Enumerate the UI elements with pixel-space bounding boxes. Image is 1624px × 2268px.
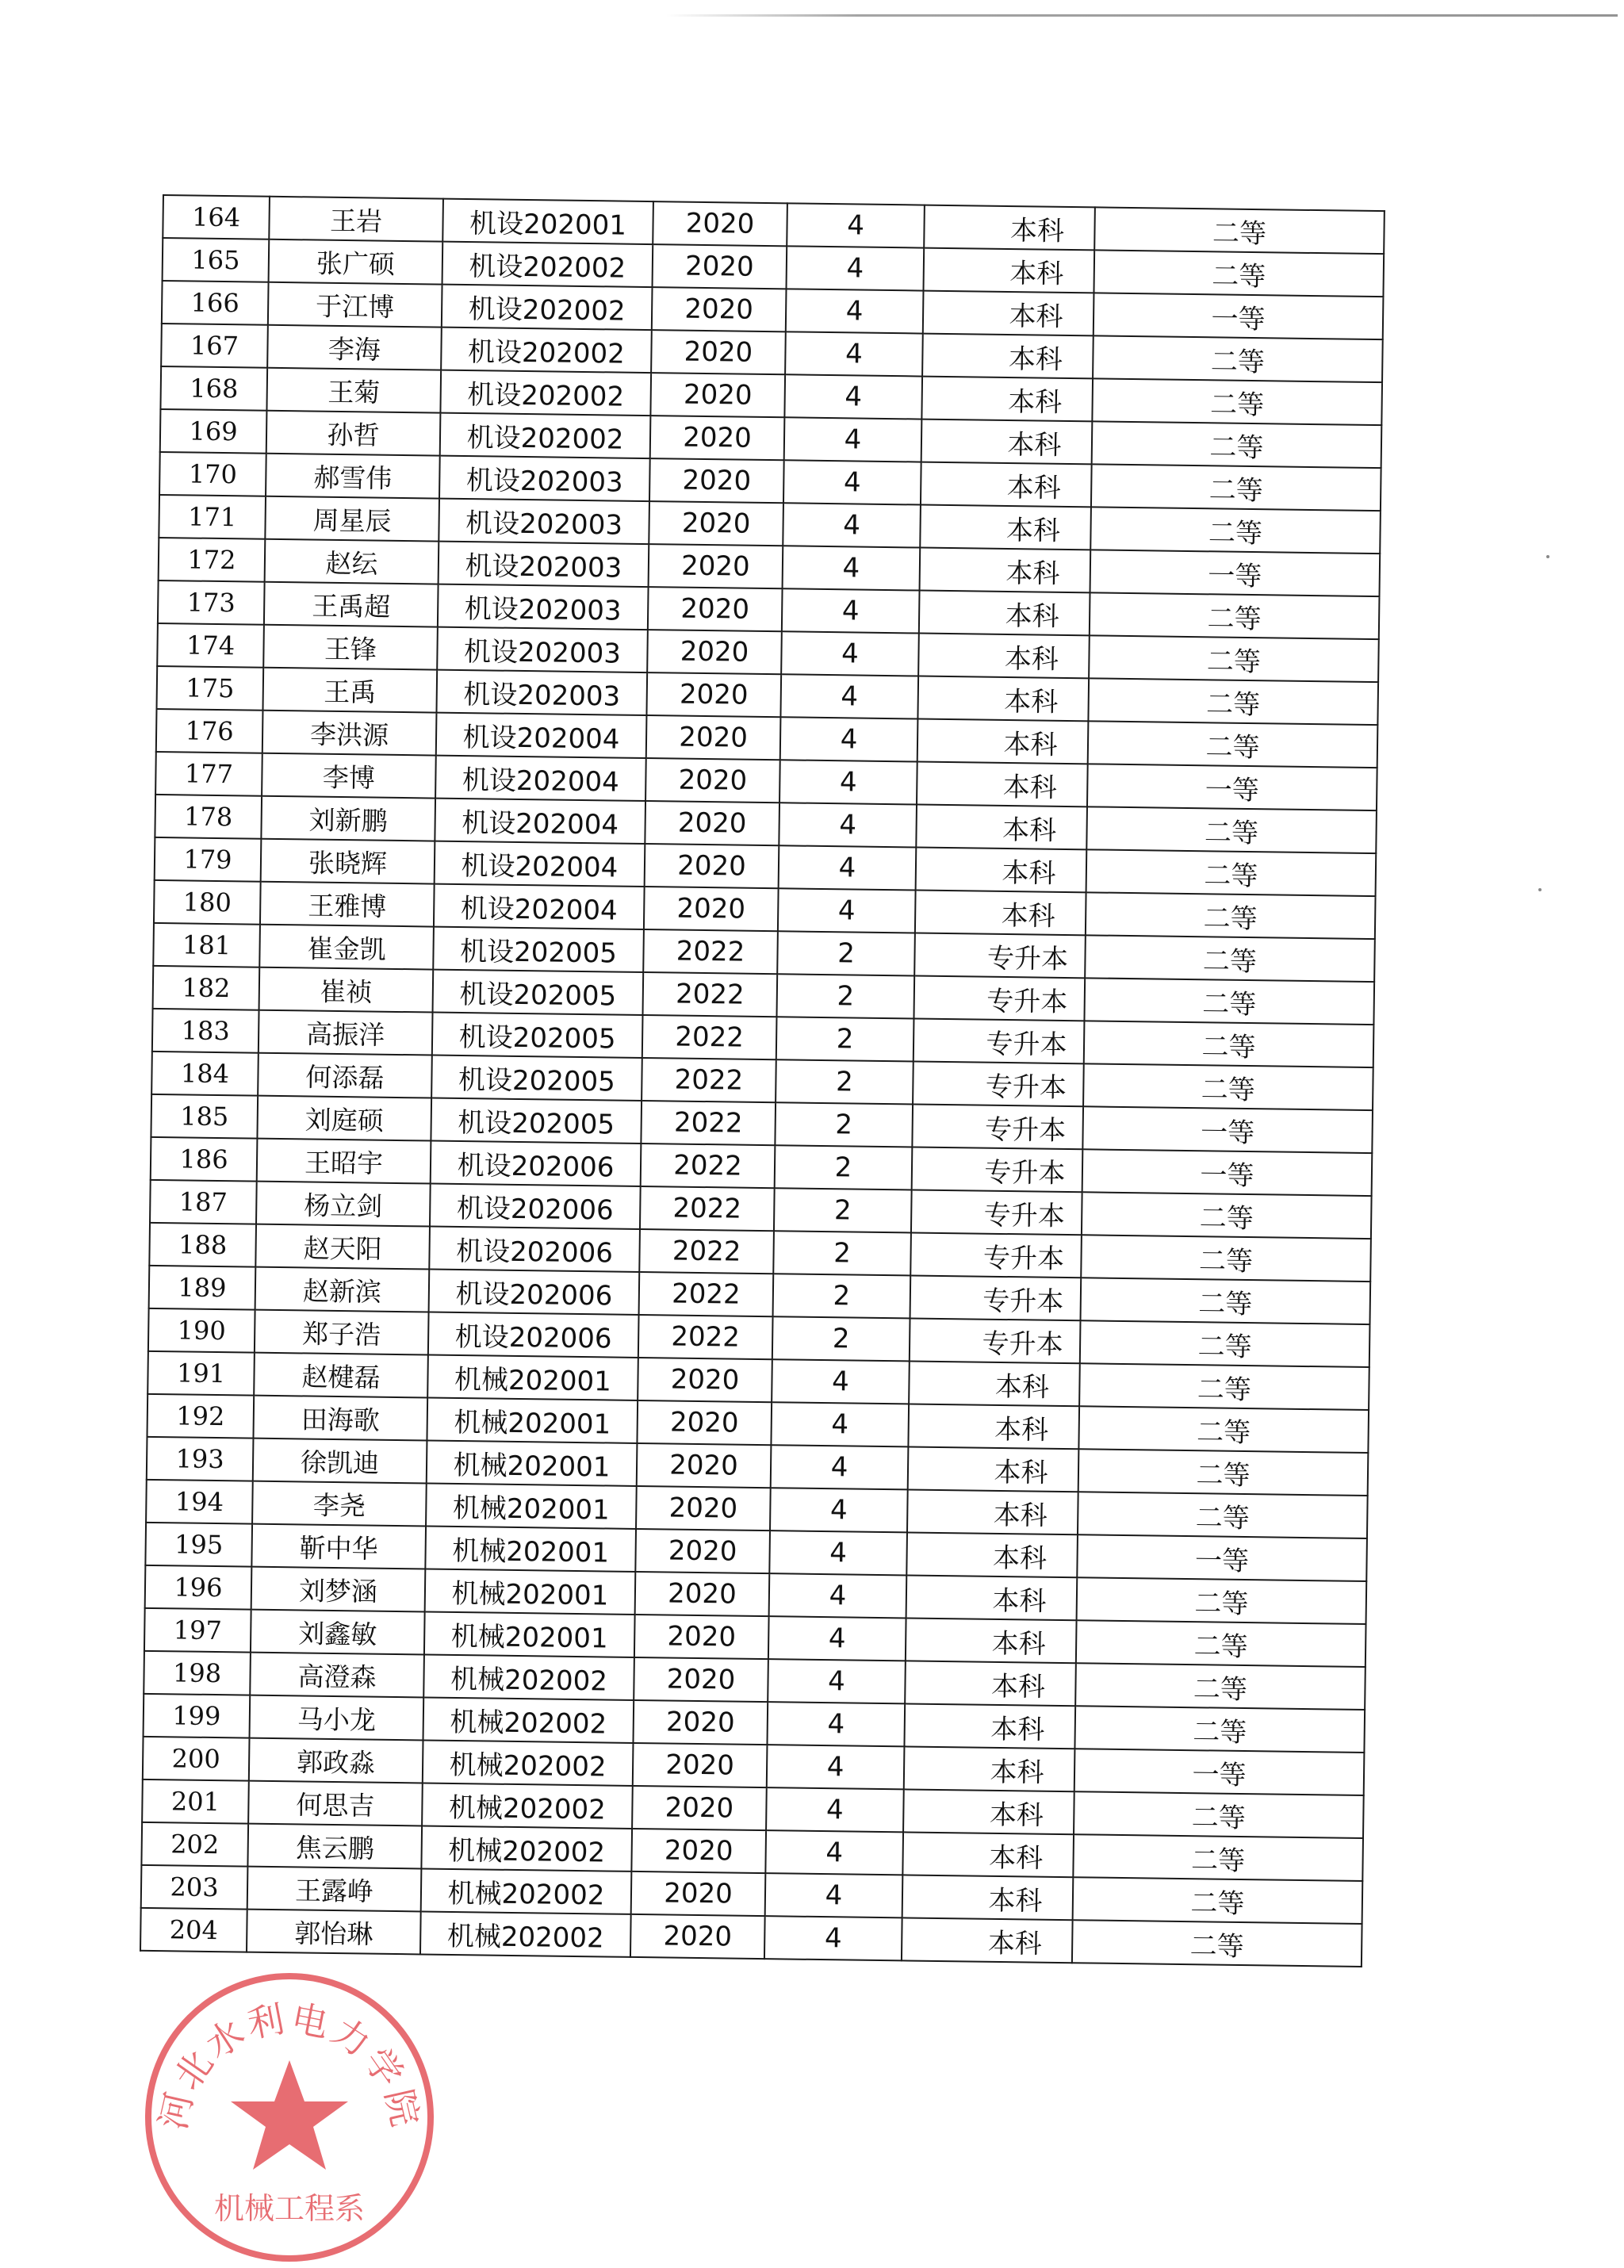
cell-number: 179 xyxy=(155,837,262,882)
cell-level: 本科 xyxy=(904,1703,1075,1749)
cell-level: 本科 xyxy=(906,1575,1078,1620)
cell-level: 专升本 xyxy=(910,1232,1082,1278)
cell-year: 2020 xyxy=(652,287,787,331)
cell-year: 2022 xyxy=(640,1186,775,1231)
cell-year: 2020 xyxy=(630,1914,765,1959)
cell-level: 专升本 xyxy=(914,933,1086,979)
cell-duration: 4 xyxy=(765,1830,903,1875)
cell-number: 176 xyxy=(156,709,263,753)
cell-level: 本科 xyxy=(917,762,1088,807)
cell-name: 王禹 xyxy=(262,668,437,713)
cell-number: 201 xyxy=(142,1780,249,1824)
cell-grade: 二等 xyxy=(1081,1278,1371,1324)
cell-year: 2020 xyxy=(651,330,786,374)
cell-level: 本科 xyxy=(917,676,1089,722)
scan-speck xyxy=(1538,888,1542,891)
cell-level: 专升本 xyxy=(911,1190,1082,1235)
cell-name: 郝雪伟 xyxy=(266,454,440,499)
cell-grade: 二等 xyxy=(1077,1577,1367,1624)
cell-name: 何思吉 xyxy=(248,1781,423,1826)
cell-name: 王禹超 xyxy=(264,582,439,627)
cell-class: 机械202002 xyxy=(423,1697,634,1742)
cell-name: 赵新滨 xyxy=(255,1267,430,1312)
cell-grade: 二等 xyxy=(1092,378,1382,425)
cell-duration: 2 xyxy=(776,1017,914,1061)
cell-number: 200 xyxy=(143,1737,250,1781)
cell-level: 专升本 xyxy=(914,1018,1085,1063)
cell-name: 徐凯迪 xyxy=(253,1439,427,1484)
cell-class: 机设202002 xyxy=(440,413,651,458)
cell-duration: 4 xyxy=(766,1787,904,1832)
cell-year: 2020 xyxy=(637,1443,772,1488)
cell-duration: 4 xyxy=(783,503,921,547)
cell-level: 专升本 xyxy=(910,1318,1081,1363)
cell-level: 本科 xyxy=(906,1618,1077,1663)
cell-number: 172 xyxy=(159,538,266,582)
cell-duration: 2 xyxy=(776,974,914,1018)
cell-duration: 4 xyxy=(780,674,918,718)
cell-number: 197 xyxy=(144,1608,251,1653)
cell-duration: 4 xyxy=(771,1402,909,1446)
cell-year: 2020 xyxy=(648,587,783,631)
cell-year: 2020 xyxy=(647,630,782,674)
cell-grade: 二等 xyxy=(1073,1877,1363,1924)
cell-year: 2020 xyxy=(633,1743,768,1787)
cell-level: 本科 xyxy=(920,505,1091,550)
cell-level: 本科 xyxy=(924,205,1095,251)
cell-level: 本科 xyxy=(919,591,1090,636)
cell-class: 机设202002 xyxy=(442,242,653,287)
cell-number: 169 xyxy=(160,409,267,454)
cell-number: 192 xyxy=(147,1394,254,1439)
cell-duration: 4 xyxy=(769,1573,907,1618)
cell-name: 李海 xyxy=(267,325,442,370)
cell-year: 2022 xyxy=(638,1315,773,1359)
scan-edge-line xyxy=(666,14,1618,17)
cell-year: 2020 xyxy=(635,1529,770,1573)
cell-class: 机设202004 xyxy=(436,713,647,758)
cell-number: 182 xyxy=(153,966,260,1010)
cell-grade: 二等 xyxy=(1090,592,1380,639)
cell-name: 崔金凯 xyxy=(259,925,434,970)
cell-number: 174 xyxy=(157,623,264,668)
cell-duration: 4 xyxy=(782,588,920,633)
cell-class: 机设202001 xyxy=(442,199,653,244)
cell-grade: 二等 xyxy=(1088,678,1378,725)
cell-name: 刘鑫敏 xyxy=(251,1610,425,1655)
cell-name: 赵天阳 xyxy=(255,1224,430,1270)
cell-number: 198 xyxy=(144,1651,251,1695)
cell-class: 机设202003 xyxy=(438,584,649,630)
cell-number: 177 xyxy=(155,752,262,796)
cell-number: 202 xyxy=(141,1822,248,1867)
cell-level: 本科 xyxy=(907,1489,1078,1534)
cell-class: 机设202006 xyxy=(429,1270,640,1315)
cell-year: 2022 xyxy=(643,929,778,974)
cell-duration: 4 xyxy=(779,803,917,847)
cell-year: 2020 xyxy=(645,758,780,803)
cell-level: 本科 xyxy=(908,1404,1079,1449)
cell-class: 机械202002 xyxy=(421,1826,632,1871)
table-body xyxy=(140,195,1385,1967)
cell-grade: 二等 xyxy=(1074,1791,1364,1838)
cell-duration: 4 xyxy=(771,1445,909,1489)
cell-duration: 2 xyxy=(775,1145,913,1190)
cell-name: 李洪源 xyxy=(262,711,437,756)
cell-number: 164 xyxy=(163,195,270,239)
cell-name: 孙哲 xyxy=(266,411,441,456)
cell-level: 本科 xyxy=(923,248,1094,293)
cell-class: 机械202002 xyxy=(421,1868,632,1914)
cell-number: 175 xyxy=(157,666,264,711)
cell-year: 2020 xyxy=(649,544,783,588)
cell-name: 于江博 xyxy=(268,282,442,328)
cell-year: 2022 xyxy=(641,1101,776,1145)
cell-number: 171 xyxy=(159,495,266,539)
cell-year: 2022 xyxy=(642,1058,776,1102)
cell-duration: 4 xyxy=(765,1873,903,1917)
cell-number: 196 xyxy=(145,1565,252,1610)
cell-name: 杨立剑 xyxy=(256,1182,431,1227)
cell-duration: 2 xyxy=(773,1274,911,1318)
cell-name: 郑子浩 xyxy=(255,1310,429,1355)
cell-number: 199 xyxy=(144,1694,251,1738)
cell-name: 王锋 xyxy=(263,625,438,670)
cell-grade: 二等 xyxy=(1094,250,1384,297)
cell-grade: 一等 xyxy=(1094,293,1384,339)
award-list-table xyxy=(140,194,1385,1967)
cell-grade: 一等 xyxy=(1082,1106,1373,1153)
cell-duration: 2 xyxy=(775,1102,913,1147)
cell-grade: 二等 xyxy=(1078,1449,1369,1496)
cell-number: 194 xyxy=(146,1480,253,1524)
seal-arc-text: 河北水利电力学院 xyxy=(151,1996,428,2134)
scan-speck xyxy=(1546,555,1549,558)
cell-name: 周星辰 xyxy=(265,496,439,542)
cell-class: 机设202002 xyxy=(442,285,653,330)
cell-class: 机械202001 xyxy=(427,1398,638,1443)
cell-number: 184 xyxy=(151,1052,259,1096)
cell-class: 机设202005 xyxy=(431,1055,642,1101)
cell-number: 186 xyxy=(151,1137,258,1182)
cell-year: 2020 xyxy=(649,501,783,546)
cell-number: 170 xyxy=(159,452,266,496)
cell-name: 郭政淼 xyxy=(249,1738,423,1783)
cell-level: 本科 xyxy=(905,1661,1076,1706)
cell-number: 178 xyxy=(155,795,262,839)
cell-year: 2022 xyxy=(641,1144,776,1188)
cell-name: 刘新鹏 xyxy=(261,796,435,841)
cell-name: 何添磊 xyxy=(258,1053,432,1098)
cell-number: 204 xyxy=(140,1908,247,1952)
cell-grade: 二等 xyxy=(1073,1834,1363,1881)
cell-name: 郭怡琳 xyxy=(247,1910,421,1955)
cell-duration: 2 xyxy=(776,1059,914,1104)
cell-year: 2020 xyxy=(650,373,785,417)
cell-name: 马小龙 xyxy=(250,1695,424,1741)
cell-year: 2020 xyxy=(632,1786,767,1830)
cell-year: 2020 xyxy=(646,715,781,760)
cell-year: 2020 xyxy=(645,844,779,888)
cell-class: 机设202006 xyxy=(431,1141,642,1186)
cell-level: 本科 xyxy=(915,891,1086,936)
cell-duration: 4 xyxy=(779,760,917,804)
cell-level: 专升本 xyxy=(910,1275,1082,1320)
cell-level: 本科 xyxy=(916,848,1087,893)
cell-number: 188 xyxy=(149,1223,256,1267)
cell-class: 机设202005 xyxy=(433,927,644,972)
cell-name: 王菊 xyxy=(266,368,441,413)
cell-grade: 二等 xyxy=(1078,1492,1368,1538)
cell-name: 崔祯 xyxy=(259,967,434,1013)
cell-class: 机设202005 xyxy=(432,1013,643,1058)
cell-level: 本科 xyxy=(916,805,1087,850)
cell-grade: 二等 xyxy=(1083,1063,1373,1110)
cell-name: 张晓辉 xyxy=(261,839,435,884)
cell-duration: 4 xyxy=(784,374,922,419)
cell-level: 专升本 xyxy=(913,1061,1084,1106)
cell-name: 张广硕 xyxy=(269,239,443,285)
cell-grade: 二等 xyxy=(1082,1192,1372,1239)
cell-class: 机设202003 xyxy=(439,456,650,501)
cell-class: 机械202002 xyxy=(423,1740,634,1785)
cell-level: 专升本 xyxy=(912,1104,1083,1149)
cell-duration: 4 xyxy=(767,1745,905,1789)
cell-class: 机械202001 xyxy=(427,1355,638,1400)
cell-year: 2022 xyxy=(639,1229,774,1274)
cell-year: 2020 xyxy=(649,458,784,503)
cell-duration: 4 xyxy=(779,845,917,890)
cell-year: 2020 xyxy=(653,244,787,289)
cell-duration: 4 xyxy=(768,1616,906,1661)
cell-name: 王露峥 xyxy=(247,1867,422,1912)
cell-number: 165 xyxy=(163,238,270,282)
cell-year: 2022 xyxy=(639,1272,774,1316)
cell-level: 本科 xyxy=(918,634,1090,679)
cell-number: 180 xyxy=(154,880,261,925)
cell-year: 2020 xyxy=(650,416,785,460)
cell-year: 2020 xyxy=(636,1486,771,1531)
cell-duration: 4 xyxy=(769,1531,907,1575)
cell-name: 王昭宇 xyxy=(257,1139,431,1184)
cell-number: 189 xyxy=(149,1266,256,1310)
cell-grade: 二等 xyxy=(1076,1620,1366,1667)
cell-class: 机械202001 xyxy=(426,1483,637,1528)
cell-year: 2020 xyxy=(653,201,787,246)
cell-duration: 4 xyxy=(778,888,916,933)
cell-class: 机设202005 xyxy=(433,970,644,1015)
cell-number: 173 xyxy=(158,580,265,625)
cell-name: 王岩 xyxy=(269,197,443,242)
cell-name: 王雅博 xyxy=(260,882,435,927)
cell-class: 机设202006 xyxy=(429,1227,640,1272)
cell-year: 2020 xyxy=(634,1657,768,1702)
cell-number: 203 xyxy=(141,1865,248,1910)
cell-level: 专升本 xyxy=(912,1147,1083,1192)
cell-level: 本科 xyxy=(921,377,1093,422)
cell-duration: 4 xyxy=(767,1702,905,1746)
cell-class: 机械202001 xyxy=(424,1611,635,1657)
cell-grade: 一等 xyxy=(1090,550,1381,596)
cell-grade: 二等 xyxy=(1091,464,1381,511)
cell-class: 机械202002 xyxy=(423,1654,634,1699)
cell-level: 本科 xyxy=(904,1746,1075,1791)
cell-number: 191 xyxy=(147,1351,255,1396)
cell-year: 2022 xyxy=(643,972,778,1017)
cell-grade: 二等 xyxy=(1086,892,1376,939)
cell-grade: 二等 xyxy=(1081,1235,1371,1281)
cell-grade: 一等 xyxy=(1082,1149,1373,1196)
cell-grade: 二等 xyxy=(1089,635,1379,682)
cell-name: 高振洋 xyxy=(259,1010,433,1055)
cell-year: 2020 xyxy=(631,1871,766,1916)
cell-grade: 二等 xyxy=(1074,1706,1365,1753)
cell-year: 2020 xyxy=(644,887,779,931)
cell-class: 机械202002 xyxy=(422,1783,633,1828)
cell-class: 机械202001 xyxy=(427,1440,638,1485)
cell-name: 李博 xyxy=(262,753,436,799)
cell-level: 本科 xyxy=(908,1446,1079,1492)
cell-grade: 二等 xyxy=(1093,335,1383,382)
cell-class: 机设202006 xyxy=(430,1184,641,1229)
cell-level: 本科 xyxy=(903,1789,1074,1834)
cell-duration: 4 xyxy=(786,289,924,333)
cell-level: 本科 xyxy=(902,1917,1073,1963)
cell-grade: 二等 xyxy=(1092,421,1382,468)
cell-level: 本科 xyxy=(902,1875,1074,1920)
cell-year: 2020 xyxy=(633,1700,768,1745)
cell-name: 李尧 xyxy=(252,1481,427,1527)
cell-duration: 2 xyxy=(773,1231,911,1275)
cell-class: 机设202002 xyxy=(440,370,651,416)
cell-grade: 二等 xyxy=(1084,978,1374,1025)
cell-number: 193 xyxy=(147,1437,254,1481)
cell-grade: 一等 xyxy=(1074,1749,1365,1795)
cell-grade: 二等 xyxy=(1094,207,1385,254)
cell-grade: 二等 xyxy=(1086,849,1377,896)
cell-grade: 二等 xyxy=(1079,1363,1369,1410)
cell-grade: 二等 xyxy=(1072,1920,1362,1967)
cell-name: 靳中华 xyxy=(251,1524,426,1569)
cell-year: 2020 xyxy=(635,1572,770,1616)
cell-class: 机设202004 xyxy=(435,756,646,801)
cell-number: 167 xyxy=(161,324,268,368)
cell-grade: 二等 xyxy=(1090,507,1381,554)
official-seal xyxy=(139,1967,440,2268)
cell-number: 195 xyxy=(145,1523,252,1567)
cell-duration: 2 xyxy=(777,931,915,975)
cell-level: 专升本 xyxy=(914,975,1085,1021)
cell-class: 机设202004 xyxy=(435,799,645,844)
cell-duration: 4 xyxy=(770,1488,908,1532)
cell-class: 机设202003 xyxy=(437,627,648,672)
cell-class: 机设202003 xyxy=(436,670,647,715)
cell-level: 本科 xyxy=(923,291,1094,336)
cell-grade: 一等 xyxy=(1087,764,1377,810)
cell-class: 机设202006 xyxy=(428,1312,639,1358)
cell-level: 本科 xyxy=(906,1532,1078,1577)
cell-name: 高澄森 xyxy=(250,1653,424,1698)
cell-class: 机设202004 xyxy=(434,884,645,929)
seal-bottom-text: 机械工程系 xyxy=(213,2191,366,2226)
cell-year: 2020 xyxy=(637,1400,772,1445)
cell-level: 本科 xyxy=(917,719,1089,764)
seal-star-icon xyxy=(231,2060,348,2170)
cell-class: 机械202001 xyxy=(425,1569,636,1614)
cell-year: 2020 xyxy=(645,801,779,845)
cell-level: 本科 xyxy=(920,548,1091,593)
cell-name: 赵楗磊 xyxy=(254,1353,428,1398)
cell-name: 焦云鹏 xyxy=(247,1824,422,1869)
cell-class: 机械202002 xyxy=(420,1911,631,1956)
cell-class: 机设202003 xyxy=(439,499,649,544)
cell-grade: 二等 xyxy=(1084,1021,1374,1067)
cell-duration: 4 xyxy=(784,417,922,462)
cell-year: 2020 xyxy=(631,1829,766,1873)
cell-year: 2020 xyxy=(646,672,781,717)
cell-name: 刘庭硕 xyxy=(257,1096,431,1141)
cell-class: 机设202003 xyxy=(439,542,649,587)
cell-level: 本科 xyxy=(921,462,1092,508)
cell-grade: 二等 xyxy=(1085,935,1375,982)
cell-level: 本科 xyxy=(921,420,1093,465)
cell-number: 183 xyxy=(152,1009,259,1053)
cell-year: 2022 xyxy=(642,1015,777,1059)
cell-duration: 4 xyxy=(772,1359,910,1404)
cell-duration: 2 xyxy=(774,1188,912,1232)
cell-duration: 4 xyxy=(768,1659,906,1703)
cell-grade: 二等 xyxy=(1078,1406,1369,1453)
cell-grade: 二等 xyxy=(1080,1320,1370,1367)
cell-name: 赵纭 xyxy=(265,539,439,584)
cell-name: 刘梦涵 xyxy=(251,1567,426,1612)
cell-duration: 4 xyxy=(787,203,925,247)
cell-number: 166 xyxy=(162,281,269,325)
cell-year: 2020 xyxy=(634,1615,769,1659)
cell-class: 机械202001 xyxy=(425,1526,636,1571)
cell-duration: 4 xyxy=(780,717,918,761)
cell-duration: 4 xyxy=(787,246,925,290)
cell-level: 本科 xyxy=(922,334,1094,379)
cell-class: 机设202005 xyxy=(431,1098,642,1144)
cell-class: 机设202002 xyxy=(441,328,652,373)
cell-grade: 二等 xyxy=(1075,1663,1365,1710)
cell-level: 本科 xyxy=(902,1832,1074,1877)
cell-duration: 4 xyxy=(785,331,923,376)
cell-grade: 二等 xyxy=(1086,806,1377,853)
cell-number: 181 xyxy=(153,923,260,967)
cell-duration: 4 xyxy=(781,631,919,676)
cell-grade: 一等 xyxy=(1077,1534,1367,1581)
cell-duration: 4 xyxy=(783,546,921,590)
cell-class: 机设202004 xyxy=(435,841,645,887)
cell-duration: 4 xyxy=(783,460,921,504)
cell-duration: 4 xyxy=(764,1916,902,1960)
cell-year: 2020 xyxy=(638,1358,772,1402)
cell-level: 本科 xyxy=(909,1361,1080,1406)
cell-grade: 二等 xyxy=(1088,721,1378,768)
cell-number: 187 xyxy=(150,1180,257,1224)
cell-number: 190 xyxy=(148,1308,255,1353)
cell-name: 田海歌 xyxy=(253,1396,427,1441)
cell-number: 168 xyxy=(160,366,267,411)
cell-duration: 2 xyxy=(772,1316,910,1361)
cell-number: 185 xyxy=(151,1094,258,1139)
